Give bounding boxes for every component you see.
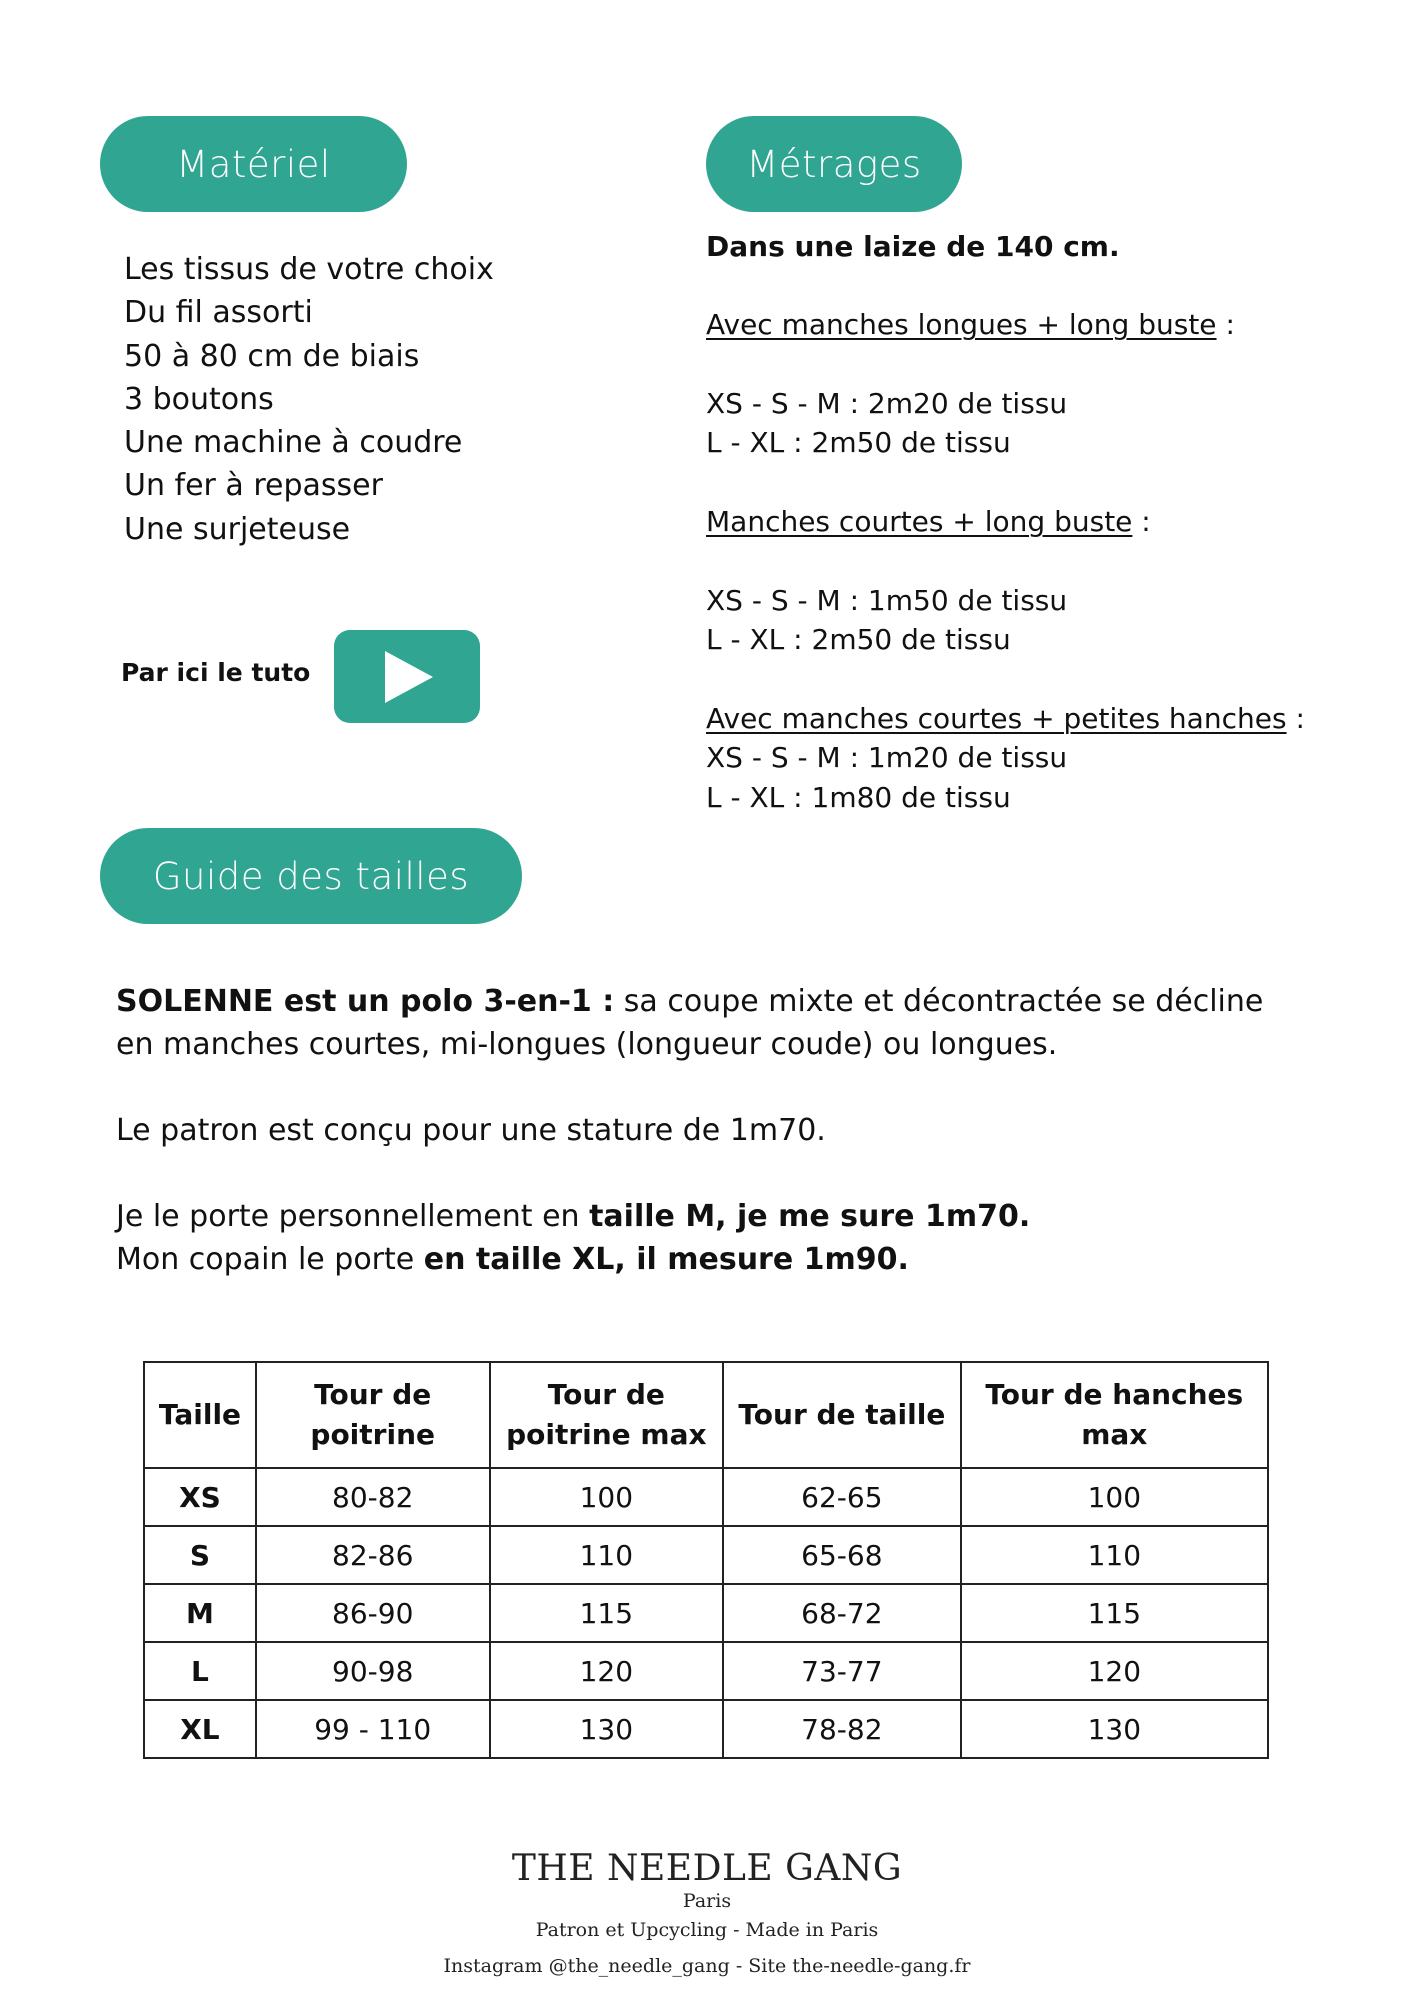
table-cell: 80-82 [256, 1468, 490, 1526]
table-cell: 100 [490, 1468, 724, 1526]
brand-logo-text: THE NEEDLE GANG [511, 1848, 903, 1889]
table-header: Taille [144, 1362, 256, 1468]
metrages-line: XS - S - M : 2m20 de tissu [706, 387, 1068, 420]
metrages-heading [706, 116, 962, 212]
materiel-item: 50 à 80 cm de biais [124, 338, 420, 374]
table-row [144, 1526, 1268, 1584]
table-cell: 90-98 [256, 1642, 490, 1700]
table-header: Tour de poitrine [256, 1362, 490, 1468]
table-cell: 68-72 [723, 1584, 960, 1642]
table-row [144, 1584, 1268, 1642]
table-cell: L [144, 1642, 256, 1700]
guide-paragraph-1-line-2: en manches courtes, mi-longues (longueur coude) ou longues. [116, 1027, 1058, 1062]
metrages-line: XS - S - M : 1m20 de tissu [706, 741, 1068, 774]
guide-heading [100, 828, 522, 924]
table-header-row [144, 1362, 1268, 1468]
guide-paragraph-4: Mon copain le porte en taille XL, il mesure 1m90. [116, 1242, 909, 1277]
table-header: Tour de hanches max [961, 1362, 1268, 1468]
table-cell: S [144, 1526, 256, 1584]
table-cell: 130 [961, 1700, 1268, 1758]
table-cell: 99 - 110 [256, 1700, 490, 1758]
metrages-intro: Dans une laize de 140 cm. [706, 230, 1120, 263]
table-cell: 65-68 [723, 1526, 960, 1584]
metrages-line: L - XL : 1m80 de tissu [706, 781, 1011, 814]
table-cell: 100 [961, 1468, 1268, 1526]
table-cell: XS [144, 1468, 256, 1526]
table-cell: 120 [490, 1642, 724, 1700]
table-cell: 110 [490, 1526, 724, 1584]
materiel-item: Les tissus de votre choix [124, 252, 494, 287]
metrages-title: Métrages [746, 142, 922, 186]
play-icon [377, 647, 437, 707]
tuto-label: Par ici le tuto [121, 658, 311, 687]
materiel-heading [100, 116, 407, 212]
table-cell: 73-77 [723, 1642, 960, 1700]
footer-tagline: Patron et Upcycling - Made in Paris [535, 1919, 879, 1941]
footer-contact: Instagram @the_needle_gang - Site the-needle-gang.fr [443, 1955, 971, 1977]
metrages-group-heading: Manches courtes + long buste : [706, 505, 1151, 538]
table-cell: 110 [961, 1526, 1268, 1584]
footer-city: Paris [682, 1890, 732, 1912]
table-cell: 115 [490, 1584, 724, 1642]
metrages-line: L - XL : 2m50 de tissu [706, 426, 1011, 459]
table-cell: M [144, 1584, 256, 1642]
table-header: Tour de poitrine max [490, 1362, 724, 1468]
tuto-play-button[interactable] [334, 630, 480, 723]
table-cell: 130 [490, 1700, 724, 1758]
guide-paragraph-2: Le patron est conçu pour une stature de 1m70. [116, 1113, 826, 1148]
materiel-item: Une surjeteuse [124, 511, 351, 547]
table-cell: 115 [961, 1584, 1268, 1642]
materiel-item: Une machine à coudre [124, 425, 463, 461]
guide-paragraph-1: SOLENNE est un polo 3-en-1 : sa coupe mixte et décontractée se décline [116, 984, 1264, 1019]
table-cell: 86-90 [256, 1584, 490, 1642]
materiel-item: 3 boutons [124, 381, 274, 417]
table-cell: XL [144, 1700, 256, 1758]
metrages-line: XS - S - M : 1m50 de tissu [706, 584, 1068, 617]
materiel-item: Du fil assorti [124, 295, 313, 331]
table-cell: 62-65 [723, 1468, 960, 1526]
table-header: Tour de taille [723, 1362, 960, 1468]
metrages-line: L - XL : 2m50 de tissu [706, 623, 1011, 656]
guide-paragraph-3: Je le porte personnellement en taille M, je me sure 1m70. [116, 1199, 1031, 1234]
table-cell: 82-86 [256, 1526, 490, 1584]
metrages-group-heading: Avec manches longues + long buste : [706, 308, 1235, 341]
metrages-group-heading: Avec manches courtes + petites hanches : [706, 702, 1305, 735]
materiel-title: Matériel [176, 142, 331, 186]
table-row [144, 1700, 1268, 1758]
table-row [144, 1642, 1268, 1700]
guide-title: Guide des tailles [152, 854, 470, 898]
materiel-item: Un fer à repasser [124, 468, 383, 504]
size-table [143, 1361, 1269, 1759]
materiel-list [124, 248, 494, 551]
table-row [144, 1468, 1268, 1526]
table-cell: 78-82 [723, 1700, 960, 1758]
table-cell: 120 [961, 1642, 1268, 1700]
